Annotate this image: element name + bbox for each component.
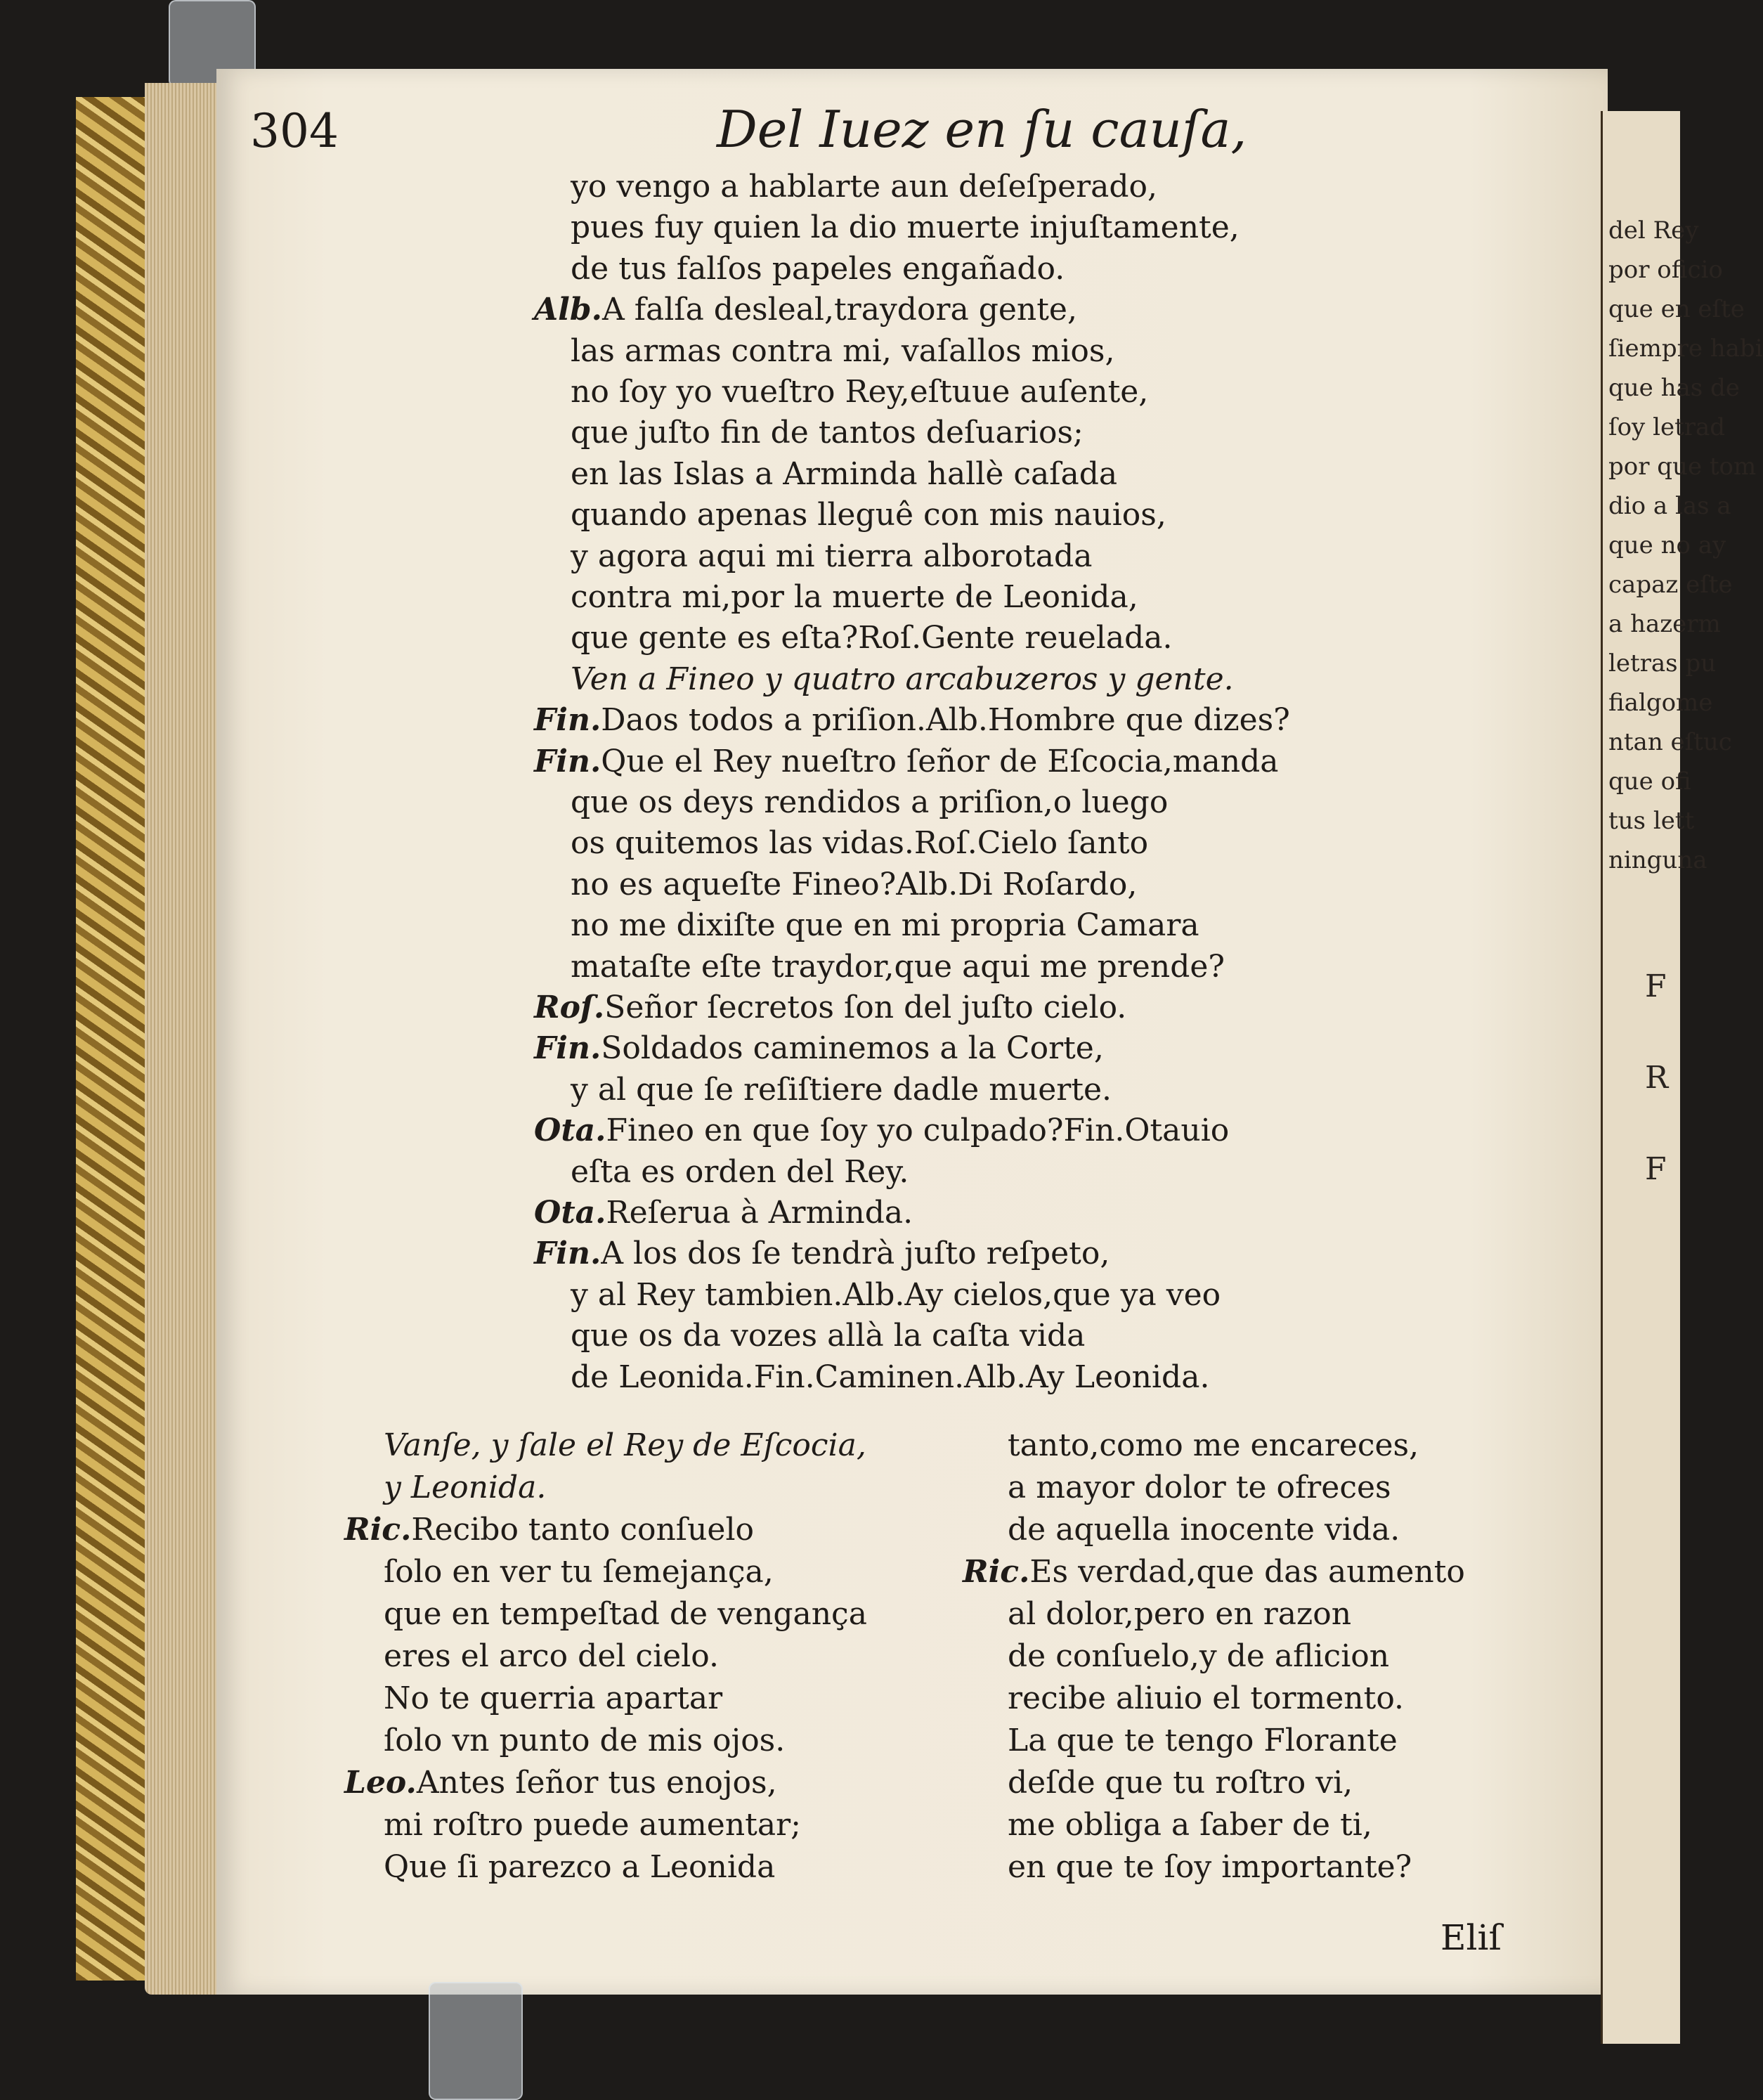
verse-text: Vanſe, y ſale el Rey de Eſcocia, <box>384 1427 866 1463</box>
right_column-line <box>1008 1596 1352 1632</box>
verse-text: ſolo vn punto de mis ojos. <box>384 1723 786 1758</box>
verse-text: mataſte eſte traydor,que aqui me prende? <box>571 948 1225 985</box>
next-page-fragment: a hazerm <box>1608 610 1721 638</box>
next-page-fragment: que has de <box>1608 374 1740 402</box>
left_column-line <box>384 1554 774 1590</box>
left_column-line <box>384 1680 723 1716</box>
verse-text: que os deys rendidos a priſion,o luego <box>571 784 1169 820</box>
next-page-fragment: ſoy letrad <box>1608 413 1726 441</box>
main_column-line <box>571 1359 1210 1395</box>
left_column-line <box>384 1472 546 1503</box>
speaker-label: Fin. <box>534 1030 601 1067</box>
verse-text: que gente es eſta?Roſ.Gente reuelada. <box>571 620 1173 656</box>
next-page-fragment: del Rey <box>1608 216 1699 245</box>
verse-text: no me dixiſte que en mi propria Camara <box>571 907 1199 944</box>
next-page-fragment: tus lett <box>1608 807 1695 835</box>
main_column-line <box>571 455 1118 492</box>
verse-text: recibe aliuio el tormento. <box>1008 1680 1405 1716</box>
right_column-line <box>963 1554 1465 1590</box>
page-block-edge <box>145 83 228 1995</box>
verse-text: tanto,como me encareces, <box>1008 1427 1419 1463</box>
main_column-line <box>571 579 1138 615</box>
verse-text: eres el arco del cielo. <box>384 1638 719 1674</box>
main_column-line <box>534 1195 913 1231</box>
left_column-line <box>384 1849 776 1885</box>
verse-text: yo vengo a hablarte aun deſeſperado, <box>571 169 1158 205</box>
verse-text: No te querria apartar <box>384 1680 723 1716</box>
verse-text: Señor ſecretos ſon del juſto cielo. <box>604 990 1127 1025</box>
speaker-label: Roſ. <box>534 990 605 1025</box>
page-number: 304 <box>250 104 339 158</box>
right_column-line <box>1008 1725 1398 1756</box>
verse-text: Antes ſeñor tus enojos, <box>416 1765 777 1801</box>
main_column-line <box>571 784 1169 820</box>
right_column-line <box>1008 1807 1372 1843</box>
verse-text: Que el Rey nueſtro ſeñor de Eſcocia,manda <box>601 743 1279 779</box>
verse-text: Daos todos a priſion.Alb.Hombre que dizes? <box>601 702 1290 739</box>
speaker-label: Leo. <box>344 1765 417 1801</box>
verse-text: Reſerua à Arminda. <box>606 1195 913 1231</box>
main_column-line <box>571 415 1084 451</box>
verse-text: y Leonida. <box>384 1470 547 1505</box>
main_column-line <box>571 169 1158 205</box>
verse-text: quando apenas lleguê con mis nauios, <box>571 497 1166 533</box>
main_column-line <box>534 743 1279 779</box>
speaker-label: Fin. <box>534 702 601 739</box>
verse-text: a mayor dolor te ofreces <box>1008 1470 1391 1505</box>
verse-text: no es aqueſte Fineo?Alb.Di Roſardo, <box>571 866 1138 902</box>
running-title: Del Iuez en ſu cauſa, <box>717 100 1247 159</box>
left_column-line <box>344 1765 777 1801</box>
verse-text: mi roſtro puede aumentar; <box>384 1807 801 1843</box>
gilt-page-edge <box>76 97 148 1981</box>
left_column-line <box>384 1807 801 1843</box>
verse-text: y al que ſe reſiſtiere dadle muerte. <box>571 1071 1112 1108</box>
left_column-line <box>384 1638 719 1674</box>
main_column-line <box>571 332 1115 369</box>
next-page-fragment: letras pu <box>1608 649 1717 678</box>
verse-text: de conſuelo,y de aflicion <box>1008 1638 1390 1674</box>
verse-text: contra mi,por la muerte de Leonida, <box>571 579 1138 615</box>
verse-text: Recibo tanto conſuelo <box>411 1512 755 1548</box>
main_column-line <box>571 250 1065 287</box>
next-page-fragment: capaz eſte <box>1608 571 1733 599</box>
main_column-line <box>571 1276 1221 1313</box>
speaker-label: Fin. <box>534 743 601 779</box>
next-page-fragment: por oficio <box>1608 256 1723 284</box>
verse-text: eſta es orden del Rey. <box>571 1153 909 1190</box>
verse-text: y al Rey tambien.Alb.Ay cielos,que ya veo <box>571 1276 1221 1313</box>
left_column-line <box>384 1725 785 1756</box>
next-page-fragment: que no ay <box>1608 531 1726 559</box>
right_column-line <box>1008 1680 1405 1716</box>
speaker-label: Alb. <box>534 292 602 328</box>
verse-text: que os da vozes allà la caſta vida <box>571 1318 1086 1354</box>
right_column-line <box>1008 1765 1353 1801</box>
verse-text: A falſa desleal,traydora gente, <box>601 292 1077 328</box>
speaker-label: Ota. <box>534 1195 606 1231</box>
verse-text: Ven a Fineo y quatro arcabuzeros y gente. <box>571 661 1234 697</box>
left_column-line <box>384 1596 867 1632</box>
main_column-line <box>571 825 1149 862</box>
speaker-label: Ric. <box>963 1554 1030 1590</box>
main_column-line <box>571 538 1093 574</box>
verse-text: las armas contra mi, vaſallos mios, <box>571 332 1115 369</box>
next-page-fragment: ninguna <box>1608 846 1707 874</box>
main_column-line <box>534 1030 1104 1067</box>
main_column-line <box>534 992 1126 1023</box>
main_column-line <box>534 292 1077 328</box>
verse-text: Soldados caminemos a la Corte, <box>601 1030 1104 1067</box>
next-page-fragment: que ofi <box>1608 767 1691 796</box>
next-page-fragment: ſiempre habi <box>1608 335 1763 363</box>
main_column-line <box>571 209 1240 246</box>
verse-text: que en tempeſtad de vengança <box>384 1596 867 1632</box>
main_column-line <box>571 1071 1112 1108</box>
main_column-line <box>534 702 1290 739</box>
verse-text: y agora aqui mi tierra alborotada <box>571 538 1093 574</box>
verse-text: Que ſi parezco a Leonida <box>384 1849 776 1885</box>
left_column-line <box>344 1512 755 1548</box>
scanner-clamp-bottom <box>429 1982 523 2100</box>
main_column-line <box>571 866 1138 902</box>
verse-text: en que te ſoy importante? <box>1008 1849 1412 1885</box>
verse-text: Es verdad,que das aumento <box>1029 1554 1465 1590</box>
verse-text: pues fuy quien la dio muerte injuſtamente, <box>571 209 1240 246</box>
right_column-line <box>1008 1512 1400 1548</box>
verse-text: me obliga a ſaber de ti, <box>1008 1807 1372 1843</box>
right_column-line <box>1008 1638 1390 1674</box>
next-page-fragment: dio a las a <box>1608 492 1731 520</box>
next-page-strip <box>1601 111 1763 2044</box>
main_column-line <box>571 1318 1086 1354</box>
verse-text: de Leonida.Fin.Caminen.Alb.Ay Leonida. <box>571 1359 1210 1395</box>
next-page-fragment: fialgome <box>1608 689 1713 717</box>
verse-text: de tus falſos papeles engañado. <box>571 250 1065 287</box>
right_column-line <box>1008 1427 1419 1463</box>
verse-text: que juſto fin de tantos deſuarios; <box>571 415 1084 451</box>
main_column-line <box>571 661 1234 697</box>
verse-text: Fineo en que ſoy yo culpado?Fin.Otauio <box>606 1113 1230 1149</box>
verse-text: al dolor,pero en razon <box>1008 1596 1352 1632</box>
main_column-line <box>571 1153 909 1190</box>
next-page-fragment: R <box>1645 1060 1669 1096</box>
main_column-line <box>534 1236 1110 1272</box>
verse-text: no ſoy yo vueſtro Rey,eſtuue auſente, <box>571 374 1149 410</box>
next-page-fragment: por que tom <box>1608 453 1757 481</box>
verse-text: La que te tengo Florante <box>1008 1723 1398 1758</box>
main_column-line <box>534 1113 1230 1149</box>
next-page-fragment: ntan eſtuc <box>1608 728 1732 756</box>
next-page-fragment: F <box>1645 1151 1667 1187</box>
verse-text: ſolo en ver tu ſemejança, <box>384 1554 774 1590</box>
speaker-label: Fin. <box>534 1236 601 1272</box>
right_column-line <box>1008 1472 1391 1503</box>
verse-text: os quitemos las vidas.Roſ.Cielo ſanto <box>571 825 1149 862</box>
speaker-label: Ric. <box>344 1512 412 1548</box>
next-page-fragment: F <box>1645 968 1667 1004</box>
main_column-line <box>571 948 1225 985</box>
speaker-label: Ota. <box>534 1113 606 1149</box>
main_column-line <box>571 374 1149 410</box>
main_column-line <box>571 907 1199 944</box>
next-page-fragment: que en eſte <box>1608 295 1745 323</box>
right_column-line <box>1008 1849 1412 1885</box>
verse-text: de aquella inocente vida. <box>1008 1512 1400 1548</box>
verse-text: A los dos ſe tendrà juſto reſpeto, <box>601 1236 1110 1272</box>
left_column-line <box>384 1427 866 1463</box>
catchword: Eliſ <box>1440 1917 1502 1958</box>
main_column-line <box>571 497 1166 533</box>
main_column-line <box>571 620 1173 656</box>
verse-text: deſde que tu roſtro vi, <box>1008 1765 1353 1801</box>
verse-text: en las Islas a Arminda hallè caſada <box>571 455 1118 492</box>
